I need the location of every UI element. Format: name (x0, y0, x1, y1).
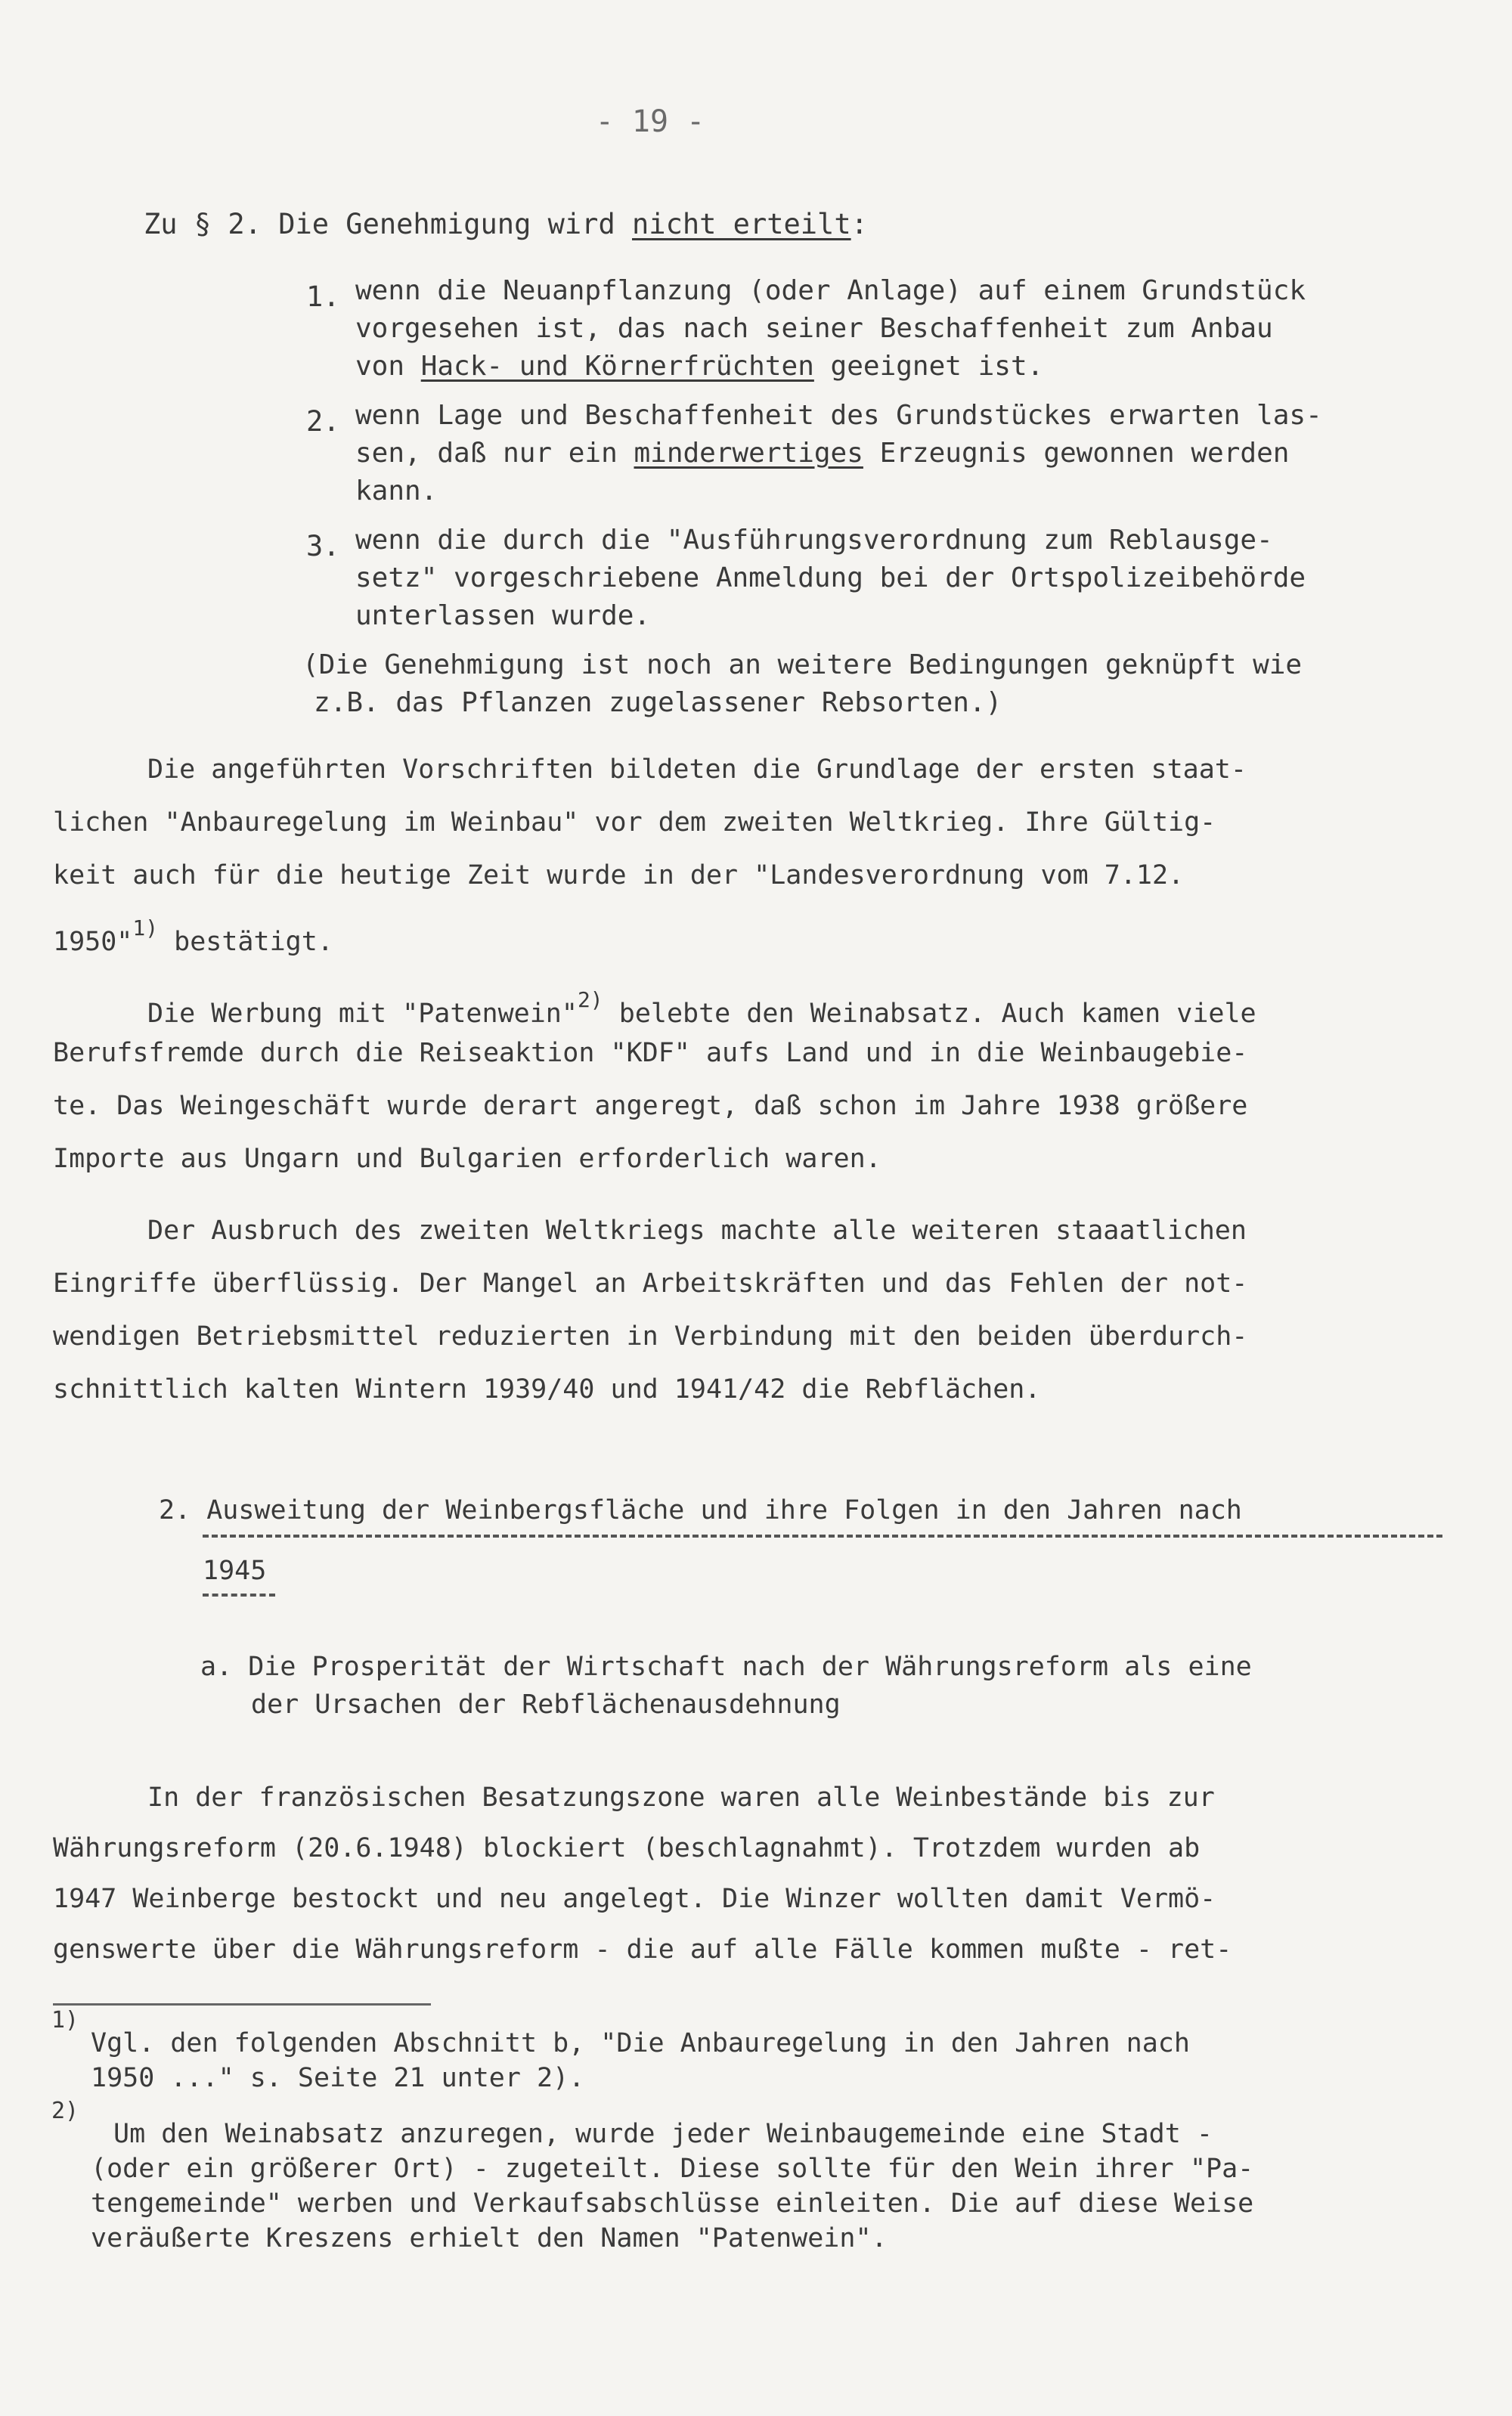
heading-line: 1945 (203, 1556, 267, 1586)
section-intro (144, 200, 868, 249)
text-fragment: bestätigt. (158, 927, 333, 957)
text-line: lichen "Anbauregelung im Weinbau" vor dem zweiten Weltkrieg. Ihre Gültig- (53, 807, 1216, 838)
text-line: keit auch für die heutige Zeit wurde in der "Landesverordnung vom 7.12. (53, 860, 1185, 891)
heading-underline (203, 1594, 275, 1597)
footnote-ref: 1) (132, 915, 159, 940)
text-line: Berufsfremde durch die Reiseaktion "KDF" aufs Land und in die Weinbaugebie- (53, 1038, 1248, 1068)
text-fragment: sen, daß nur ein (355, 438, 634, 469)
text-line (53, 903, 333, 967)
text-fragment: von (355, 351, 421, 382)
text-fragment: Erzeugnis gewonnen werden (863, 438, 1290, 469)
text-line: Eingriffe überflüssig. Der Mangel an Arbeitskräften und das Fehlen der not- (53, 1268, 1248, 1299)
footnote-mark: 1) (51, 2007, 79, 2033)
footnote-line: tengemeinde" werben und Verkaufsabschlüsse einleiten. Die auf diese Weise (91, 2188, 1254, 2219)
text-line: schnittlich kalten Wintern 1939/40 und 1941/42 die Rebflächen. (53, 1374, 1041, 1405)
footnote-line: Um den Weinabsatz anzuregen, wurde jeder Weinbaugemeinde eine Stadt - (113, 2119, 1213, 2149)
condition-line: kann. (355, 475, 438, 506)
emphasis-text: Hack- und Körnerfrüchten (420, 351, 814, 382)
footnote-separator (53, 2003, 431, 2006)
text-line: Der Ausbruch des zweiten Weltkriegs machte alle weiteren staaatlichen (147, 1216, 1247, 1246)
intro-emphasis: nicht erteilt (632, 208, 851, 240)
subsection-heading-line: der Ursachen der Rebflächenausdehnung (251, 1690, 841, 1720)
text-line: wendigen Betriebsmittel reduzierten in Verbindung mit den beiden überdurch- (53, 1321, 1248, 1352)
text-line: Währungsreform (20.6.1948) blockiert (beschlagnahmt). Trotzdem wurden ab (53, 1833, 1201, 1863)
text-fragment: geeignet ist. (813, 351, 1044, 382)
condition-line: vorgesehen ist, das nach seiner Beschaffenheit zum Anbau (355, 313, 1273, 344)
condition-line: wenn die Neuanpflanzung (oder Anlage) auf einem Grundstück (355, 275, 1306, 306)
page-number: - 19 - (595, 104, 705, 139)
condition-line (355, 348, 1043, 386)
text-line: Importe aus Ungarn und Bulgarien erforderlich waren. (53, 1144, 881, 1174)
condition-number: 1. (306, 280, 340, 313)
footnote-mark: 2) (51, 2098, 79, 2124)
emphasis-text: minderwertiges (634, 438, 863, 469)
footnote-ref: 2) (577, 987, 603, 1012)
footnote-line: Vgl. den folgenden Abschnitt b, "Die Anbauregelung in den Jahren nach (91, 2028, 1190, 2058)
subsection-heading-line: a. Die Prosperität der Wirtschaft nach der Währungsreform als eine (200, 1652, 1252, 1682)
text-line: 1947 Weinberge bestockt und neu angelegt. Die Winzer wollten damit Vermö- (53, 1884, 1216, 1914)
parenthetical-line: (Die Genehmigung ist noch an weitere Bedingungen geknüpft wie (302, 649, 1303, 680)
text-fragment: 1950" (53, 927, 133, 957)
condition-line: wenn die durch die "Ausführungsverordnung zum Reblausge- (355, 525, 1273, 556)
condition-number: 2. (306, 405, 340, 438)
heading-line: 2. Ausweitung der Weinbergsfläche und ihre Folgen in den Jahren nach (159, 1495, 1242, 1525)
parenthetical-line: z.B. das Pflanzen zugelassener Rebsorten.) (314, 687, 1002, 718)
footnote-line: (oder ein größerer Ort) - zugeteilt. Diese sollte für den Wein ihrer "Pa- (91, 2154, 1254, 2184)
condition-line: wenn Lage und Beschaffenheit des Grundstückes erwarten las- (355, 400, 1322, 431)
intro-suffix: : (850, 208, 868, 240)
intro-prefix: Zu § 2. Die Genehmigung wird (144, 208, 633, 240)
heading-underline (203, 1535, 1442, 1538)
text-fragment: Die Werbung mit "Patenwein" (147, 999, 578, 1029)
text-fragment: belebte den Weinabsatz. Auch kamen viele (603, 999, 1256, 1029)
condition-line: setz" vorgeschriebene Anmeldung bei der Ortspolizeibehörde (355, 562, 1306, 593)
footnote-line: veräußerte Kreszens erhielt den Namen "Patenwein". (91, 2223, 888, 2253)
text-line: genswerte über die Währungsreform - die auf alle Fälle kommen mußte - ret- (53, 1934, 1232, 1965)
text-line: Die angeführten Vorschriften bildeten die Grundlage der ersten staat- (147, 754, 1247, 785)
text-line: te. Das Weingeschäft wurde derart angeregt, daß schon im Jahre 1938 größere (53, 1091, 1248, 1121)
text-line: In der französischen Besatzungszone waren alle Weinbestände bis zur (147, 1783, 1215, 1813)
footnote-line: 1950 ..." s. Seite 21 unter 2). (91, 2063, 585, 2093)
condition-number: 3. (306, 530, 340, 562)
condition-line (355, 435, 1289, 472)
condition-line: unterlassen wurde. (355, 600, 651, 631)
